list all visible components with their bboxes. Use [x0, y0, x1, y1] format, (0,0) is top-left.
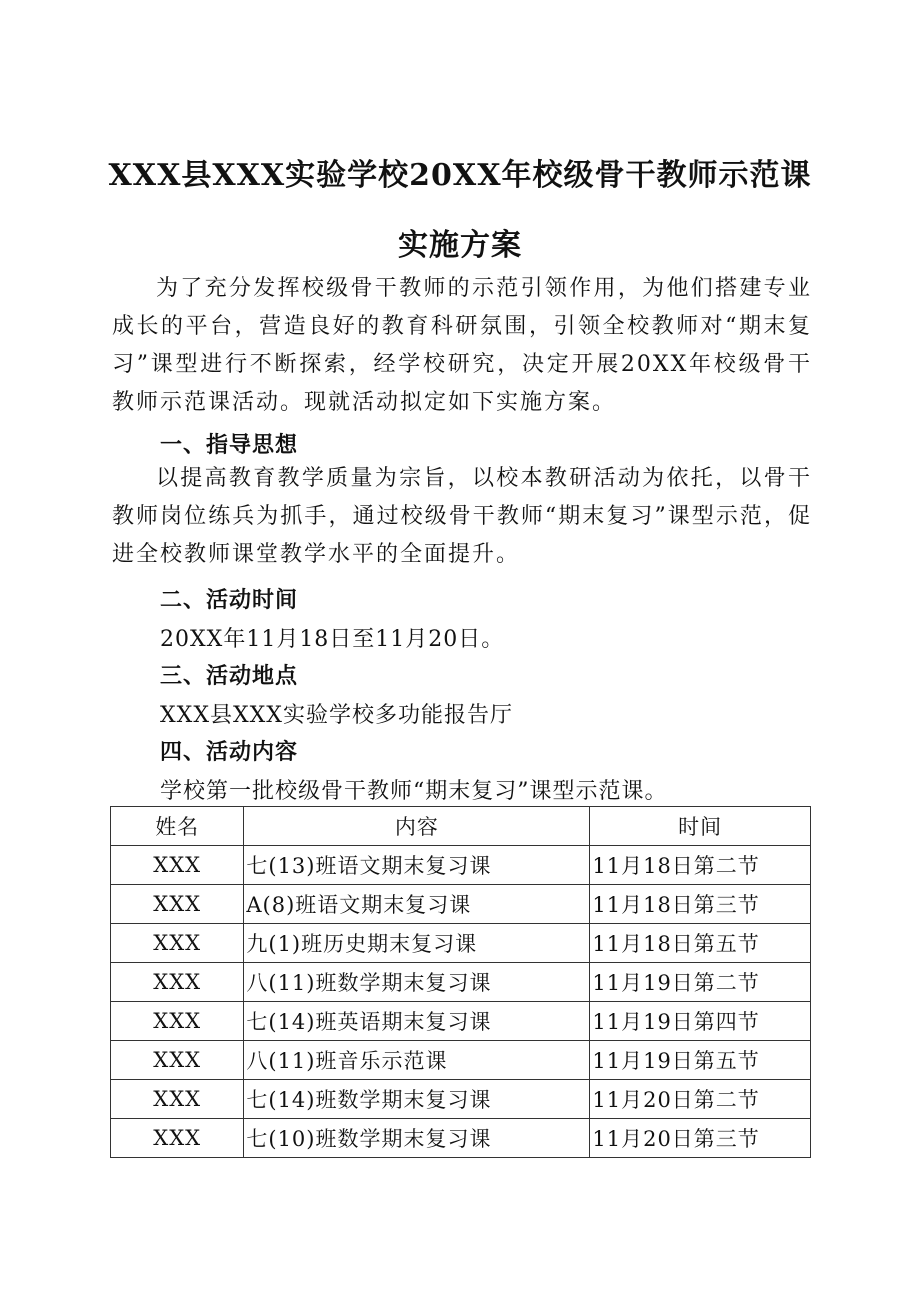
- table-row: [111, 1002, 811, 1041]
- document-title: XXX县XXX实验学校20XX年校级骨干教师示范课: [108, 158, 812, 193]
- guiding-idea-paragraph: 以提高教育教学质量为宗旨，以校本教研活动为依托，以骨干教师岗位练兵为抓手，通过校级骨干教师“期末复习”课型示范，促进全校教师课堂教学水平的全面提升。: [112, 466, 812, 567]
- cell-name: XXX: [111, 1041, 244, 1080]
- cell-name: XXX: [111, 1002, 244, 1041]
- table-row: [111, 1041, 811, 1080]
- cell-name: XXX: [111, 885, 244, 924]
- cell-time: 11月18日第三节: [590, 885, 811, 924]
- table-row: [111, 1119, 811, 1158]
- cell-name: XXX: [111, 1119, 244, 1158]
- table-header-row: [111, 807, 811, 846]
- cell-time: 11月19日第五节: [590, 1041, 811, 1080]
- cell-content: 八(11)班数学期末复习课: [244, 963, 590, 1002]
- cell-content: 八(11)班音乐示范课: [244, 1041, 590, 1080]
- section-heading-activity-time: 二、活动时间: [160, 588, 299, 613]
- activity-content-text: 学校第一批校级骨干教师“期末复习”课型示范课。: [160, 779, 668, 804]
- cell-content: 七(10)班数学期末复习课: [244, 1119, 590, 1158]
- cell-name: XXX: [111, 846, 244, 885]
- intro-paragraph: 为了充分发挥校级骨干教师的示范引领作用，为他们搭建专业成长的平台，营造良好的教育科研氛围，引领全校教师对“期末复习”课型进行不断探索，经学校研究，决定开展20XX年校级骨干教师示范课活动。现就活动拟定如下实施方案。: [112, 276, 812, 415]
- cell-time: 11月20日第二节: [590, 1080, 811, 1119]
- activity-place-text: XXX县XXX实验学校多功能报告厅: [160, 703, 513, 728]
- cell-content: 七(14)班数学期末复习课: [244, 1080, 590, 1119]
- cell-time: 11月18日第二节: [590, 846, 811, 885]
- cell-name: XXX: [111, 963, 244, 1002]
- cell-time: 11月19日第四节: [590, 1002, 811, 1041]
- schedule-table: [110, 806, 811, 1158]
- section-heading-guiding-idea: 一、指导思想: [160, 433, 299, 458]
- table-row: [111, 1080, 811, 1119]
- cell-time: 11月20日第三节: [590, 1119, 811, 1158]
- cell-name: XXX: [111, 924, 244, 963]
- column-header-name: 姓名: [111, 807, 244, 846]
- cell-time: 11月19日第二节: [590, 963, 811, 1002]
- table-row: [111, 924, 811, 963]
- cell-content: A(8)班语文期末复习课: [244, 885, 590, 924]
- column-header-content: 内容: [244, 807, 590, 846]
- table-row: [111, 846, 811, 885]
- section-heading-activity-place: 三、活动地点: [160, 664, 299, 689]
- column-header-time: 时间: [590, 807, 811, 846]
- section-heading-activity-content: 四、活动内容: [160, 740, 299, 765]
- cell-content: 七(13)班语文期末复习课: [244, 846, 590, 885]
- document-subtitle: 实施方案: [398, 228, 522, 263]
- cell-content: 七(14)班英语期末复习课: [244, 1002, 590, 1041]
- cell-name: XXX: [111, 1080, 244, 1119]
- cell-time: 11月18日第五节: [590, 924, 811, 963]
- activity-time-text: 20XX年11月18日至11月20日。: [160, 627, 505, 652]
- cell-content: 九(1)班历史期末复习课: [244, 924, 590, 963]
- table-row: [111, 885, 811, 924]
- table-row: [111, 963, 811, 1002]
